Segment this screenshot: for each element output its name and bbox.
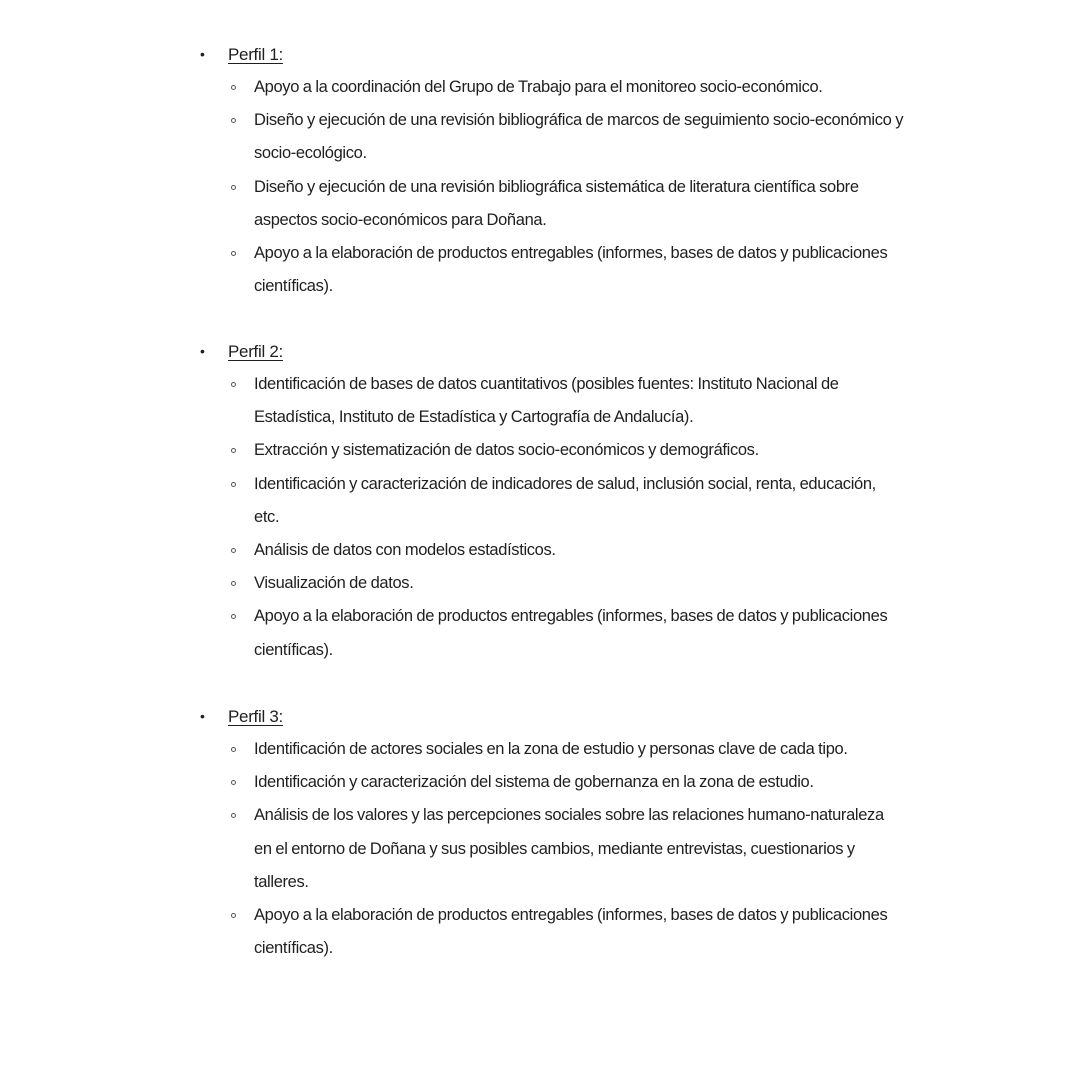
profile-2-heading [200,335,920,368]
task-text: Análisis de datos con modelos estadísticos. [254,541,556,560]
task-item [200,534,904,567]
task-item [200,766,904,799]
hollow-bullet-icon [231,548,236,553]
task-item [200,237,904,303]
hollow-bullet-icon [231,813,236,818]
task-text: Apoyo a la coordinación del Grupo de Trabajo para el monitoreo socio-económico. [254,78,823,96]
bullet-icon: • [200,46,205,62]
profile-3-section [200,700,920,965]
hollow-bullet-icon [231,747,236,752]
profile-1-heading [200,38,920,71]
profile-3-title: Perfil 3: [228,707,283,726]
task-item [200,468,904,534]
task-item [200,899,904,965]
task-item [200,171,904,237]
hollow-bullet-icon [231,780,236,785]
task-text: Apoyo a la elaboración de productos entregables (informes, bases de datos y publicaciones científicas). [254,607,888,659]
task-text: Extracción y sistematización de datos socio-económicos y demográficos. [254,441,759,460]
task-text: Diseño y ejecución de una revisión bibliográfica de marcos de seguimiento socio-económico y socio-ecológico. [254,111,904,163]
task-item [200,567,904,600]
hollow-bullet-icon [231,913,236,918]
task-item [200,733,904,766]
task-text: Apoyo a la elaboración de productos entregables (informes, bases de datos y publicaciones científicas). [254,906,888,958]
task-text: Identificación de actores sociales en la zona de estudio y personas clave de cada tipo. [254,740,848,758]
task-text: Apoyo a la elaboración de productos entregables (informes, bases de datos y publicaciones científicas). [254,244,888,296]
bullet-icon: • [200,343,205,359]
task-item [200,71,904,104]
profile-2-title: Perfil 2: [228,342,283,361]
task-text: Identificación y caracterización del sistema de gobernanza en la zona de estudio. [254,773,814,792]
task-text: Identificación y caracterización de indicadores de salud, inclusión social, renta, educación, etc. [254,474,876,526]
profile-2-task-list [200,368,920,667]
bullet-icon: • [200,708,205,724]
task-text: Visualización de datos. [254,574,414,593]
hollow-bullet-icon [231,185,236,190]
task-text: Diseño y ejecución de una revisión bibliográfica sistemática de literatura científica sobre aspectos socio-económicos para Doñana. [254,177,859,229]
task-text: Análisis de los valores y las percepciones sociales sobre las relaciones humano-naturaleza en el entorno de Doñana y sus posibles cambios, mediante entrevistas, cuestionarios y talleres. [254,806,884,891]
profile-1-section [200,38,920,303]
profile-1-task-list [200,71,920,303]
profile-3-heading [200,700,920,733]
profile-1-title: Perfil 1: [228,45,283,64]
profile-2-section [200,335,920,667]
hollow-bullet-icon [231,482,236,487]
task-text: Identificación de bases de datos cuantitativos (posibles fuentes: Instituto Nacional de Estadística, Instituto de Estadística y Cartografía de Andalucía). [254,375,839,427]
hollow-bullet-icon [231,382,236,387]
hollow-bullet-icon [231,251,236,256]
hollow-bullet-icon [231,85,236,90]
task-item [200,368,904,434]
task-item [200,799,904,899]
profile-3-task-list [200,733,920,965]
task-item [200,104,904,170]
hollow-bullet-icon [231,614,236,619]
hollow-bullet-icon [231,581,236,586]
task-item [200,600,904,666]
hollow-bullet-icon [231,118,236,123]
hollow-bullet-icon [231,448,236,453]
task-item [200,434,904,467]
